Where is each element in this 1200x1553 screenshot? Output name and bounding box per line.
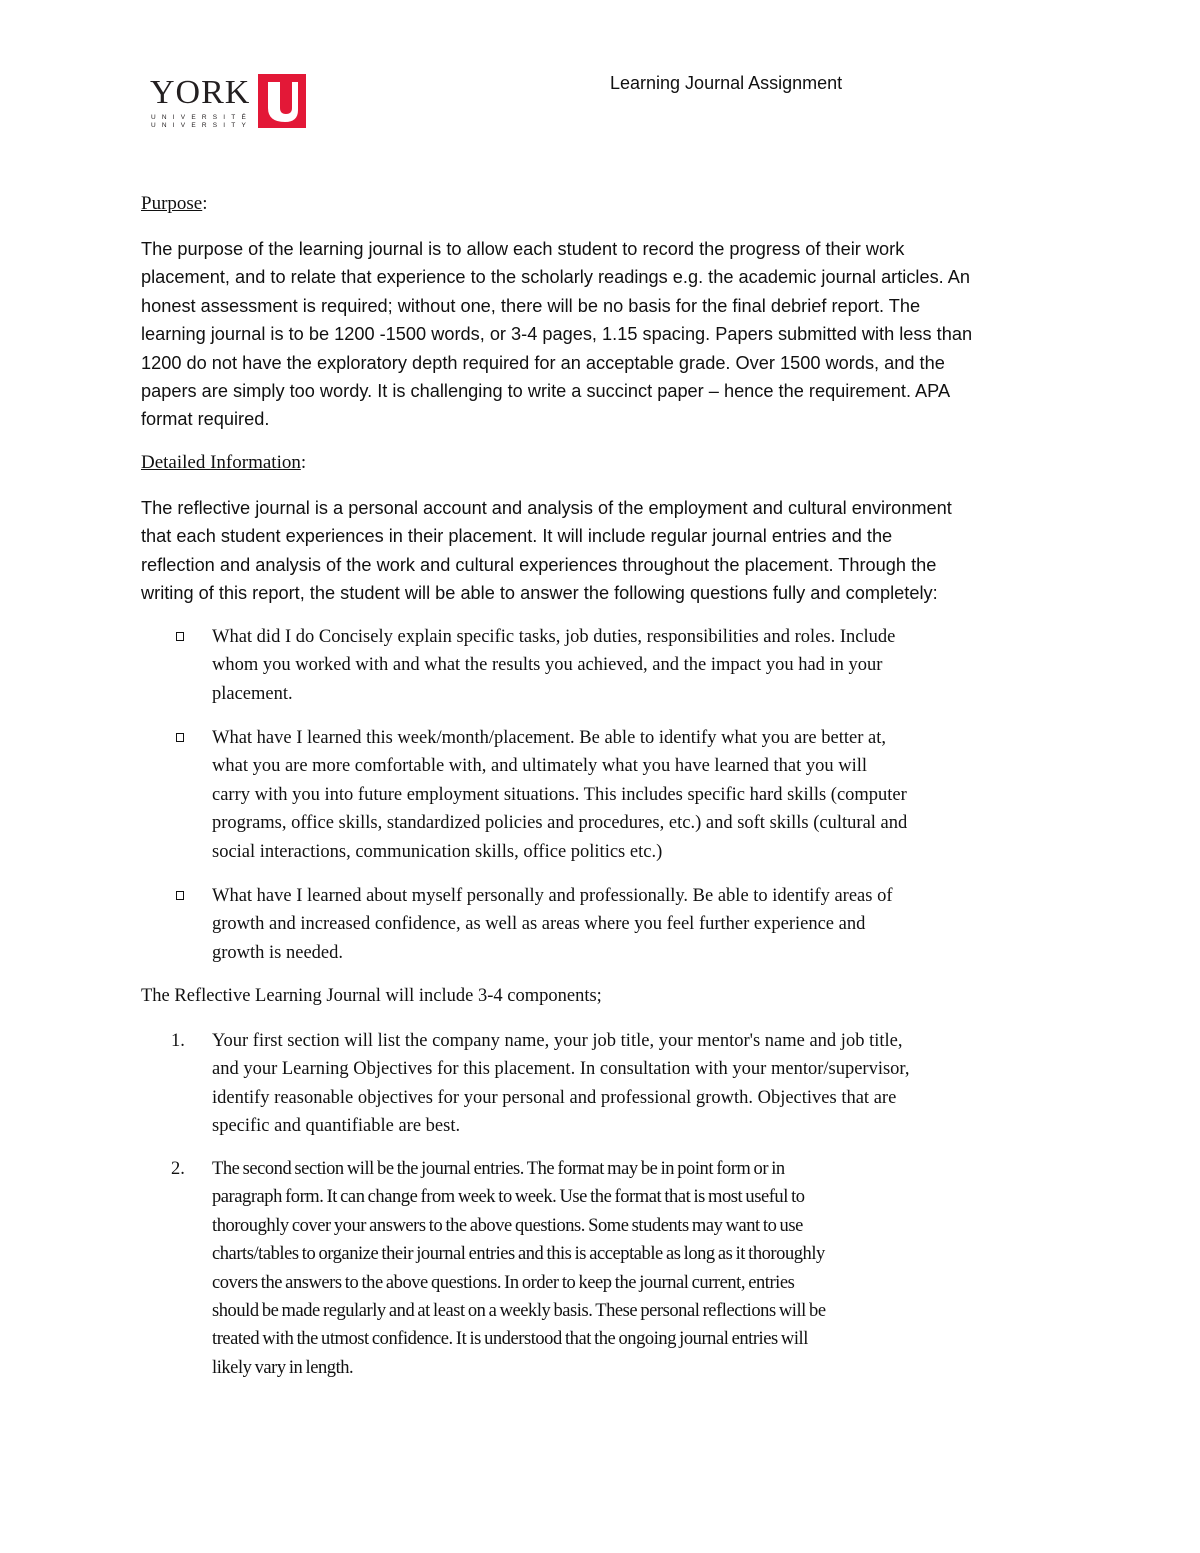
list-item-line: what you are more comfortable with, and ultimately what you have learned that you will xyxy=(212,756,868,777)
logo-subline-french: UNIVERSITÉ xyxy=(151,114,253,121)
paragraph-line: placement, and to relate that experience to the scholarly readings e.g. the academic journal articles. An xyxy=(141,267,971,288)
logo-wordmark: YORK xyxy=(150,74,251,111)
list-item-line: treated with the utmost confidence. It is understood that the ongoing journal entries will xyxy=(212,1329,808,1350)
detailed-information-heading xyxy=(141,452,306,474)
list-item-text xyxy=(212,1155,1062,1382)
paragraph-line: The reflective journal is a personal account and analysis of the employment and cultural environment xyxy=(141,498,952,518)
square-bullet-icon xyxy=(176,891,184,900)
list-item-line: should be made regularly and at least on a weekly basis. These personal reflections will be xyxy=(212,1301,826,1322)
list-item-line: growth is needed. xyxy=(212,942,344,963)
square-bullet-icon xyxy=(176,632,184,641)
list-item-line: identify reasonable objectives for your personal and professional growth. Objectives that are xyxy=(212,1087,897,1108)
list-item-line: and your Learning Objectives for this placement. In consultation with your mentor/supervisor, xyxy=(212,1059,910,1080)
list-item-line: likely vary in length. xyxy=(212,1357,354,1378)
list-item-line: whom you worked with and what the results you achieved, and the impact you had in your xyxy=(212,655,883,676)
list-item-line: Your first section will list the company name, your job title, your mentor's name and job title, xyxy=(212,1031,903,1051)
list-item-line: The second section will be the journal entries. The format may be in point form or in xyxy=(212,1159,785,1179)
list-item-line: growth and increased confidence, as well as areas where you feel further experience and xyxy=(212,914,866,935)
list-number: 2. xyxy=(171,1159,185,1179)
document-header-title: Learning Journal Assignment xyxy=(610,73,843,93)
paragraph-line: learning journal is to be 1200 -1500 words, or 3-4 pages, 1.15 spacing. Papers submitted with less than xyxy=(141,324,973,345)
purpose-heading-colon: : xyxy=(202,193,208,214)
list-item-line: social interactions, communication skills, office politics etc.) xyxy=(212,841,663,862)
paragraph-line: format required. xyxy=(141,409,270,430)
list-item-text xyxy=(212,724,1062,866)
logo-subline-english: UNIVERSITY xyxy=(151,122,253,129)
list-item-line: specific and quantifiable are best. xyxy=(212,1116,461,1137)
paragraph-line: papers are simply too wordy. It is challenging to write a succinct paper – hence the requirement. APA xyxy=(141,381,951,402)
list-item-text xyxy=(212,882,1062,967)
paragraph-line: The purpose of the learning journal is to allow each student to record the progress of their work xyxy=(141,239,905,259)
components-intro-text: The Reflective Learning Journal will include 3-4 components; xyxy=(141,986,602,1006)
list-item-text xyxy=(212,1027,1062,1141)
purpose-heading-text: Purpose xyxy=(141,193,203,214)
list-item-line: carry with you into future employment situations. This includes specific hard skills (computer xyxy=(212,784,907,805)
detailed-information-heading-text: Detailed Information xyxy=(141,452,301,473)
list-item-line: programs, office skills, standardized policies and procedures, etc.) and soft skills (cultural and xyxy=(212,813,908,834)
purpose-heading xyxy=(141,193,208,215)
list-item-line: What have I learned about myself personally and professionally. Be able to identify areas of xyxy=(212,886,893,906)
list-item-line: paragraph form. It can change from week to week. Use the format that is most useful to xyxy=(212,1187,805,1208)
list-item-line: covers the answers to the above questions. In order to keep the journal current, entries xyxy=(212,1272,795,1293)
detailed-heading-colon: : xyxy=(300,452,307,473)
detailed-paragraph xyxy=(141,494,1051,608)
list-number: 1. xyxy=(171,1031,185,1051)
list-item-text xyxy=(212,623,1062,708)
paragraph-line: 1200 do not have the exploratory depth required for an acceptable grade. Over 1500 words, and the xyxy=(141,352,945,373)
list-item-line: thoroughly cover your answers to the above questions. Some students may want to use xyxy=(212,1215,803,1236)
list-item-line: What did I do Concisely explain specific tasks, job duties, responsibilities and roles. Include xyxy=(212,627,896,647)
york-university-logo xyxy=(150,74,310,134)
paragraph-line: that each student experiences in their placement. It will include regular journal entries and the xyxy=(141,526,893,547)
list-item-line: What have I learned this week/month/placement. Be able to identify what you are better at, xyxy=(212,728,886,748)
components-intro xyxy=(141,982,1051,1010)
purpose-paragraph xyxy=(141,235,1051,434)
list-item-line: charts/tables to organize their journal entries and this is acceptable as long as it thoroughly xyxy=(212,1244,825,1265)
paragraph-line: honest assessment is required; without one, there will be no basis for the final debrief report. The xyxy=(141,295,921,316)
paragraph-line: reflection and analysis of the work and cultural experiences throughout the placement. Through the xyxy=(141,554,937,575)
paragraph-line: writing of this report, the student will be able to answer the following questions fully and completely: xyxy=(141,583,938,604)
logo-u-mark-icon xyxy=(258,74,306,128)
square-bullet-icon xyxy=(176,733,184,742)
list-item-line: placement. xyxy=(212,683,293,704)
